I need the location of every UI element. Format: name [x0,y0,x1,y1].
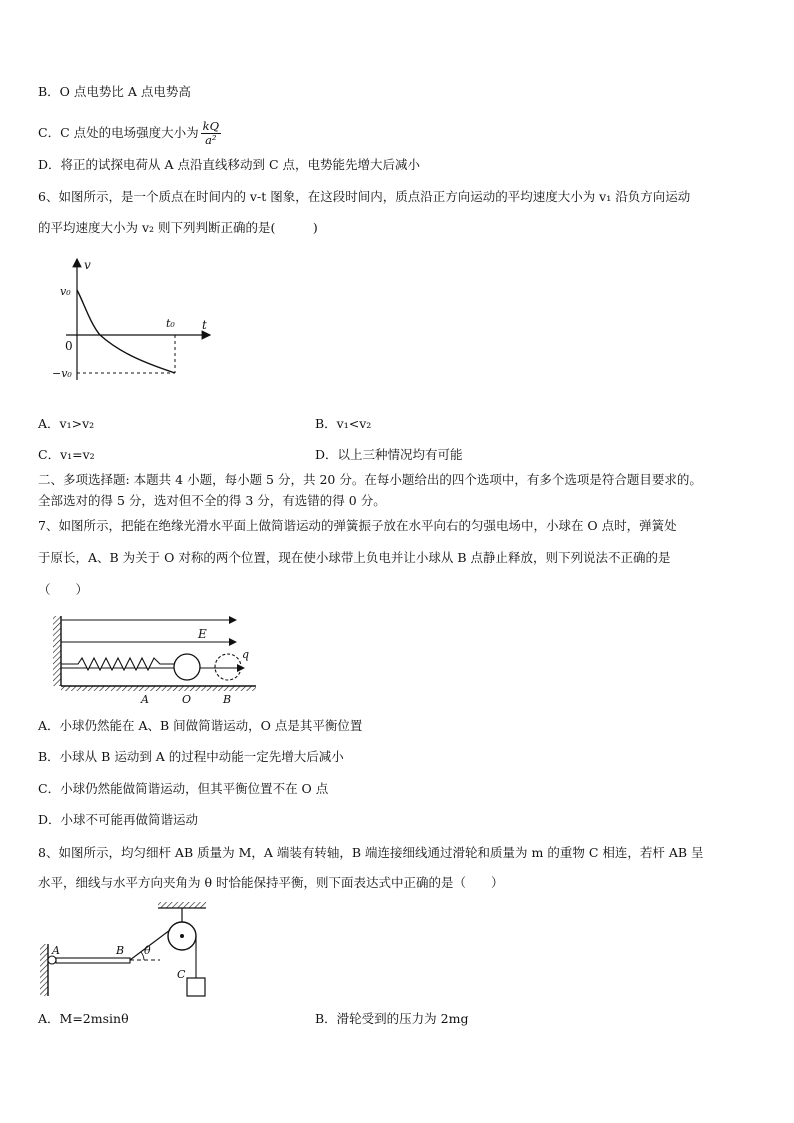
q8-stem-line2: 水平，细线与水平方向夹角为 θ 时恰能保持平衡，则下面表达式中正确的是（ ） [38,875,504,890]
q7-spring-figure [48,612,268,707]
fraction-denominator: a² [205,133,217,147]
q6-vt-graph [50,255,220,385]
label-e: E [198,627,207,641]
q8-lever-figure [36,902,226,1000]
rod-ab [56,958,130,963]
label-a: A [52,944,60,957]
axis-label-t: t [202,318,207,332]
label-v0: v₀ [60,285,71,298]
fraction-numerator: kQ [202,119,220,133]
q8-option-b: B．滑轮受到的压力为 2mg [315,1011,469,1026]
q7-option-d: D．小球不可能再做简谐运动 [38,812,199,827]
charged-ball-dashed [215,654,241,680]
q7-stem-line3: （ ） [38,582,89,597]
label-o: O [182,693,192,706]
q7-stem-line1: 7、如图所示，把能在绝缘光滑水平面上做简谐运动的弹簧振子放在水平向右的匀强电场中，小球在 O 点时，弹簧处 [38,518,677,533]
label-b: B [116,944,125,957]
q6-option-a: A．v₁>v₂ [38,416,95,431]
label-origin: 0 [65,339,73,353]
wall-hatching [53,616,61,686]
q5-option-c [38,120,221,147]
q6-option-c: C．v₁=v₂ [38,447,95,462]
pulley-axle [180,934,184,938]
label-b: B [223,693,232,706]
ceiling-hatching [158,902,206,908]
q7-stem-line2: 于原长，A、B 为关于 O 对称的两个位置，现在使小球带上负电并让小球从 B 点静止释放，则下列说法不正确的是 [38,550,671,565]
q5-option-c-fraction [201,120,221,147]
label-q: q [242,648,250,661]
label-a: A [141,693,149,706]
q5-option-c-text: C．C 点处的电场强度大小为 [38,125,199,140]
q7-option-a: A．小球仍然能在 A、B 间做简谐运动，O 点是其平衡位置 [38,718,363,733]
section2-heading-line1: 二、多项选择题: 本题共 4 小题，每小题 5 分，共 20 分。在每小题给出的四个选项中，有多个选项是符合题目要求的。 [38,472,702,487]
q6-stem-line2: 的平均速度大小为 v₂ 则下列判断正确的是( ) [38,220,318,235]
floor-hatching [61,686,256,691]
hinge [48,956,56,964]
velocity-curve [77,290,175,373]
section2-heading-line2: 全部选对的得 5 分，选对但不全的得 3 分，有选错的得 0 分。 [38,493,386,508]
q5-option-d: D．将正的试探电荷从 A 点沿直线移动到 C 点，电势能先增大后减小 [38,157,421,172]
weight-c [187,978,205,996]
ball [174,654,200,680]
q8-option-a: A．M=2msinθ [38,1011,129,1026]
wall-hatching [40,944,48,996]
label-neg-v0: −v₀ [52,367,72,380]
q6-option-d: D．以上三种情况均有可能 [315,447,463,462]
q6-stem-line1: 6、如图所示，是一个质点在时间内的 v-t 图象，在这段时间内，质点沿正方向运动的平均速度大小为 v₁ 沿负方向运动 [38,189,691,204]
label-t0: t₀ [166,317,175,330]
q6-option-b: B．v₁<v₂ [315,416,372,431]
label-c: C [177,968,186,981]
q7-option-c: C．小球仍然能做简谐运动，但其平衡位置不在 O 点 [38,781,329,796]
q7-option-b: B．小球从 B 运动到 A 的过程中动能一定先增大后减小 [38,749,344,764]
q8-stem-line1: 8、如图所示，均匀细杆 AB 质量为 M，A 端装有转轴，B 端连接细线通过滑轮和质量为 m 的重物 C 相连，若杆 AB 呈 [38,845,704,860]
axis-label-v: v [84,258,91,272]
label-theta: θ [144,944,151,957]
q5-option-b: B．O 点电势比 A 点电势高 [38,84,191,99]
